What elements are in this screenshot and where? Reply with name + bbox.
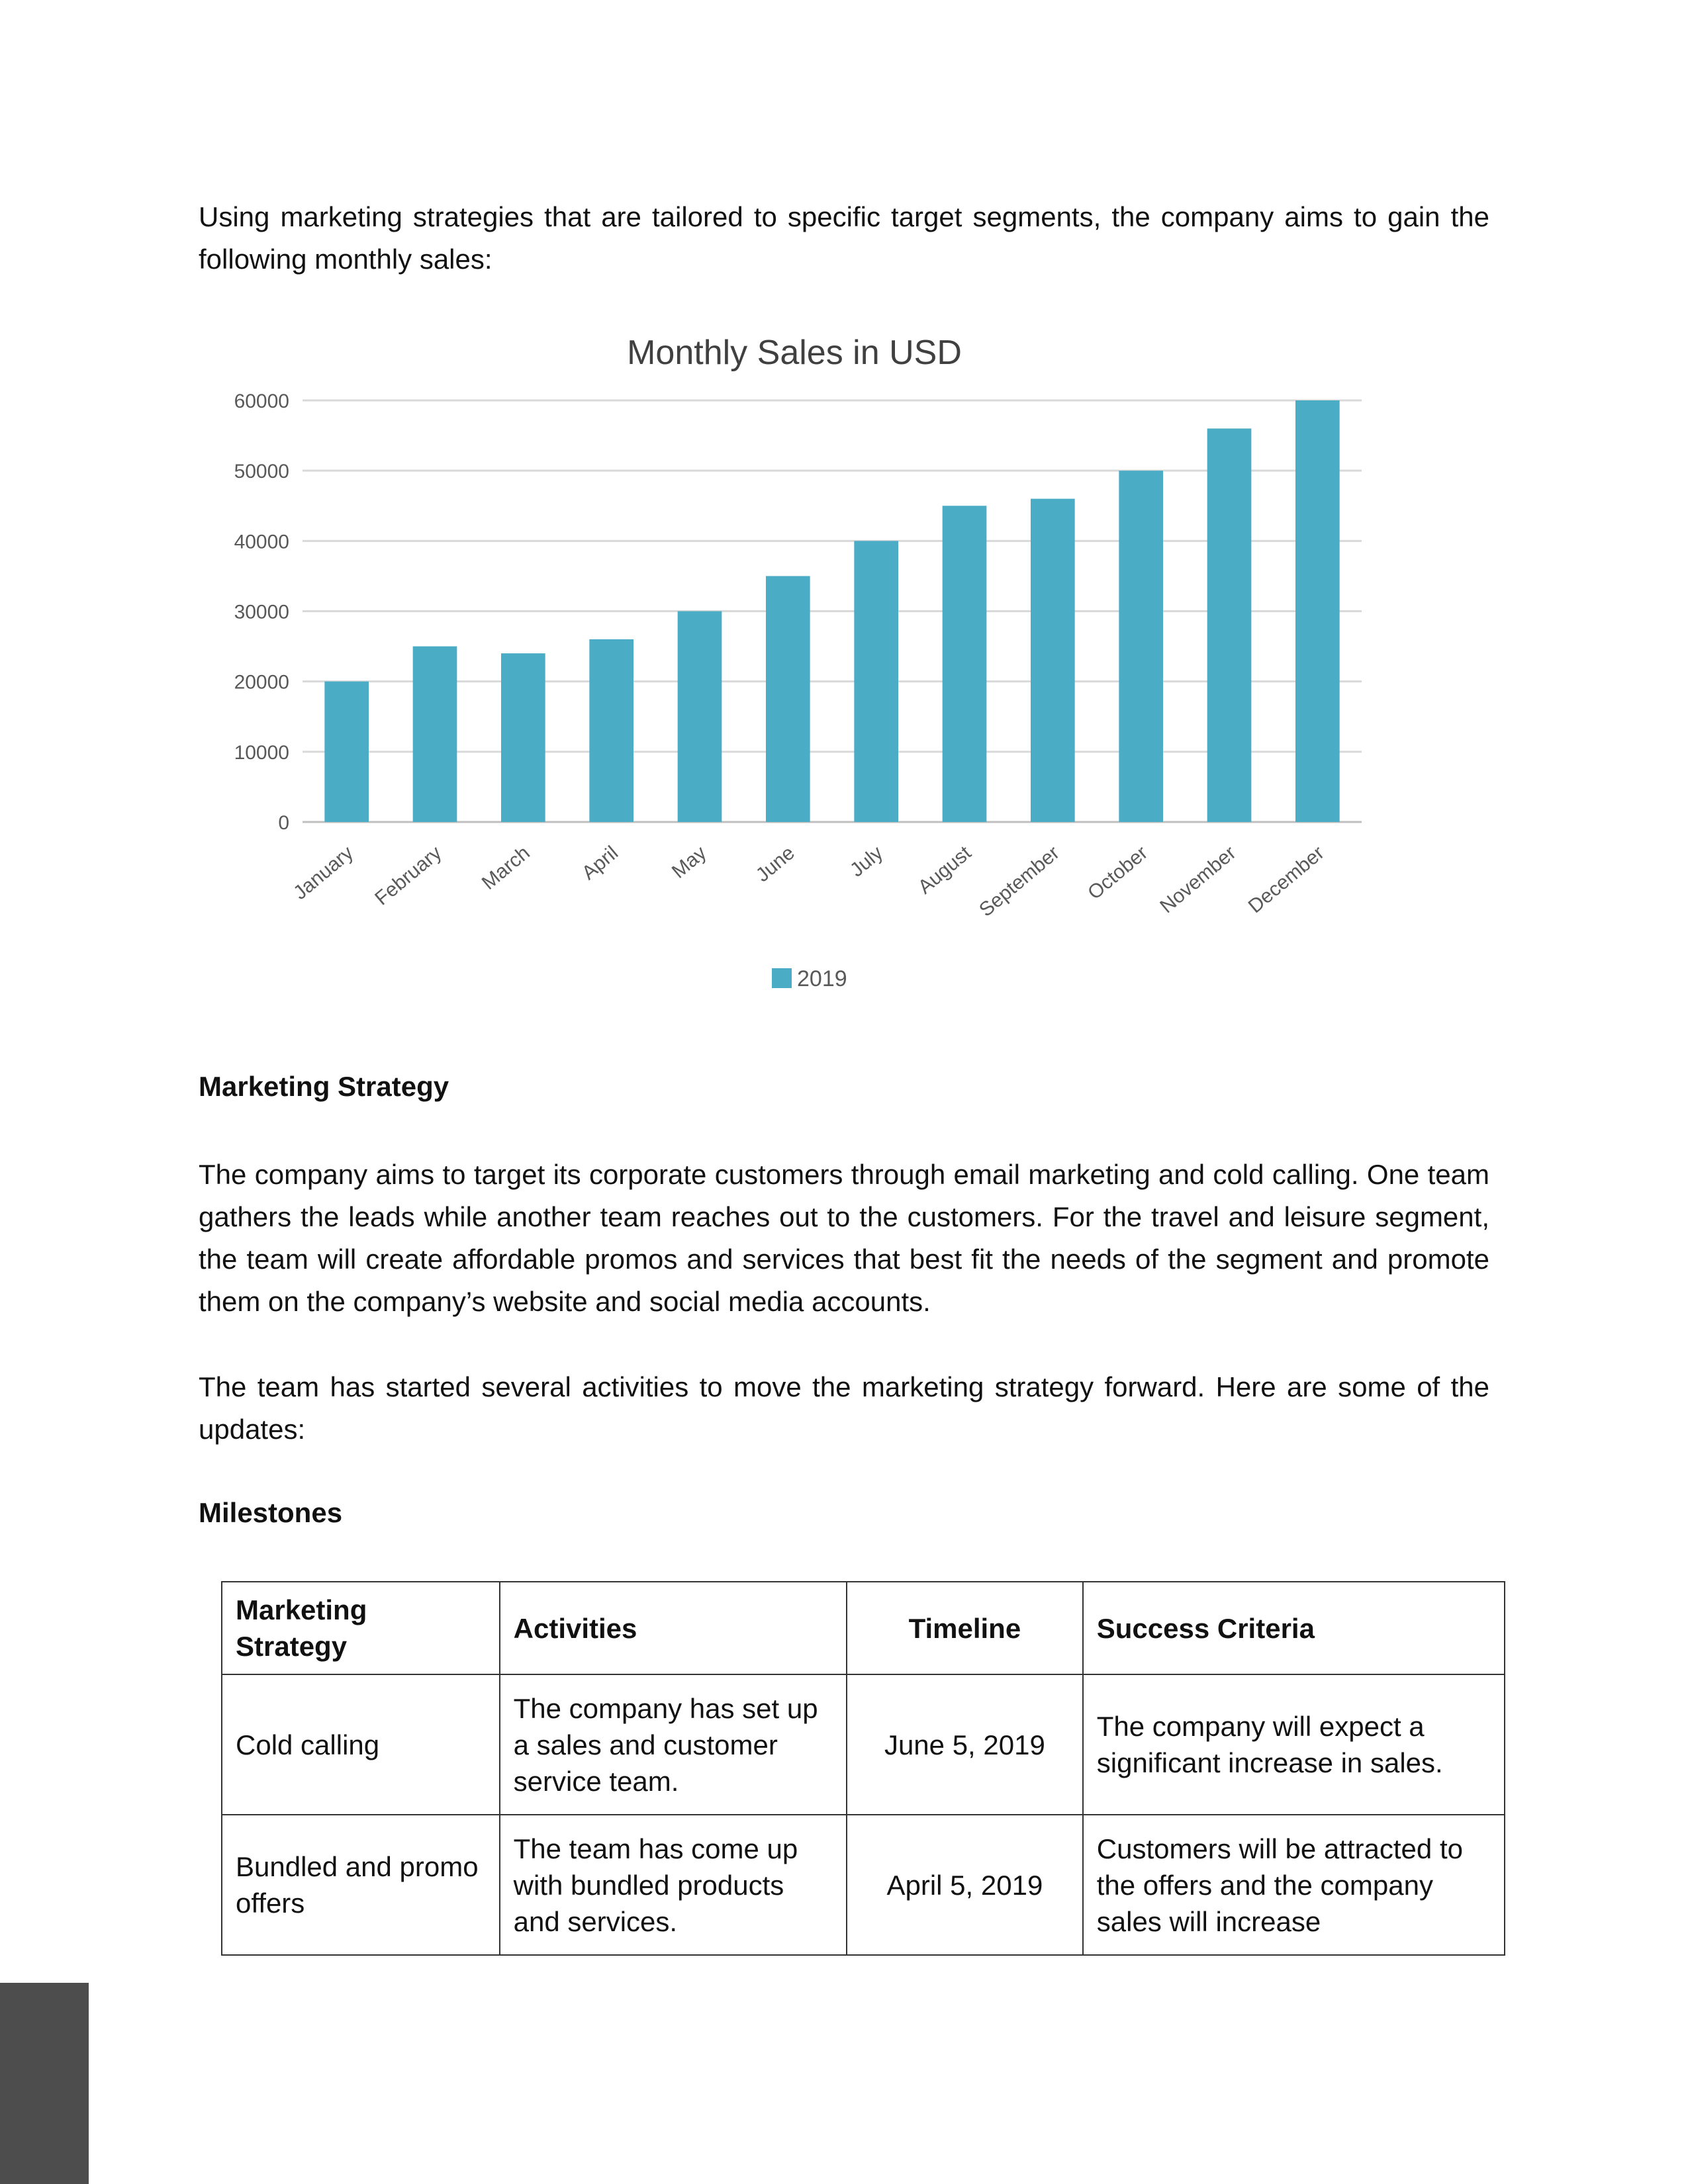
header-timeline: Timeline bbox=[847, 1582, 1083, 1674]
bar-december bbox=[1295, 400, 1340, 822]
cell-strategy: Bundled and promo offers bbox=[222, 1815, 500, 1955]
bar-october bbox=[1119, 471, 1163, 822]
x-tick-label: October bbox=[1084, 842, 1152, 904]
bar-march bbox=[501, 653, 545, 822]
cell-activities: The company has set up a sales and customer service team. bbox=[500, 1674, 847, 1815]
x-tick-label: April bbox=[577, 842, 623, 884]
header-activities: Activities bbox=[500, 1582, 847, 1674]
table-row bbox=[222, 1674, 1505, 1815]
intro-paragraph: Using marketing strategies that are tailored to specific target segments, the company aims to gain the following monthly sales: bbox=[199, 201, 1489, 275]
cell-success-criteria: Customers will be attracted to the offers and the company sales will increase bbox=[1083, 1815, 1505, 1955]
bar-april bbox=[589, 639, 633, 822]
x-tick-label: January bbox=[289, 842, 358, 904]
x-tick-label: May bbox=[667, 842, 711, 883]
x-tick-label: December bbox=[1244, 842, 1329, 918]
chart-grid bbox=[303, 400, 1362, 822]
y-tick-label: 50000 bbox=[234, 461, 289, 483]
y-tick-label: 40000 bbox=[234, 531, 289, 553]
bar-august bbox=[943, 506, 987, 822]
updates-paragraph: The team has started several activities to move the marketing strategy forward. Here are some of the updates: bbox=[199, 1371, 1489, 1445]
bar-january bbox=[324, 682, 369, 822]
y-tick-label: 10000 bbox=[234, 741, 289, 764]
milestones-table bbox=[221, 1581, 1505, 1956]
bar-september bbox=[1031, 499, 1075, 822]
y-tick-label: 60000 bbox=[234, 390, 289, 412]
x-tick-label: November bbox=[1156, 842, 1241, 918]
milestones-heading: Milestones bbox=[199, 1497, 343, 1528]
marketing-strategy-paragraph: The company aims to target its corporate customers through email marketing and cold calling. One team gathers the leads while another team reaches out to the customers. For the travel and leisure segment, the team will create affordable promos and services that best fit the needs of the segment and promote them on the company’s website and social media accounts. bbox=[199, 1159, 1489, 1317]
cell-strategy: Cold calling bbox=[222, 1674, 500, 1815]
header-marketing-strategy: Marketing Strategy bbox=[222, 1582, 500, 1674]
cell-timeline: April 5, 2019 bbox=[847, 1815, 1083, 1955]
x-axis-labels bbox=[289, 842, 1329, 921]
header-success-criteria: Success Criteria bbox=[1083, 1582, 1505, 1674]
cell-success-criteria: The company will expect a significant increase in sales. bbox=[1083, 1674, 1505, 1815]
table-header-row bbox=[222, 1582, 1505, 1674]
bar-june bbox=[766, 576, 810, 822]
x-tick-label: July bbox=[846, 842, 888, 882]
y-tick-label: 30000 bbox=[234, 601, 289, 623]
monthly-sales-chart bbox=[199, 318, 1390, 1019]
page-corner-block bbox=[0, 1983, 89, 2184]
x-tick-label: August bbox=[914, 842, 976, 899]
bar-november bbox=[1207, 428, 1252, 822]
chart-title: Monthly Sales in USD bbox=[627, 334, 962, 372]
legend-label: 2019 bbox=[797, 966, 847, 991]
x-tick-label: September bbox=[975, 842, 1064, 921]
cell-activities: The team has come up with bundled products and services. bbox=[500, 1815, 847, 1955]
cell-timeline: June 5, 2019 bbox=[847, 1674, 1083, 1815]
table-row bbox=[222, 1815, 1505, 1955]
bar-february bbox=[413, 647, 457, 822]
y-tick-label: 0 bbox=[278, 812, 289, 834]
marketing-strategy-heading: Marketing Strategy bbox=[199, 1071, 449, 1102]
x-tick-label: June bbox=[751, 842, 799, 887]
legend-swatch bbox=[772, 968, 792, 988]
bar-may bbox=[678, 612, 722, 823]
bar-july bbox=[854, 541, 898, 822]
x-tick-label: March bbox=[477, 842, 534, 894]
x-tick-label: February bbox=[371, 842, 446, 910]
y-axis-ticks bbox=[234, 390, 289, 834]
chart-legend bbox=[772, 966, 847, 991]
y-tick-label: 20000 bbox=[234, 671, 289, 694]
